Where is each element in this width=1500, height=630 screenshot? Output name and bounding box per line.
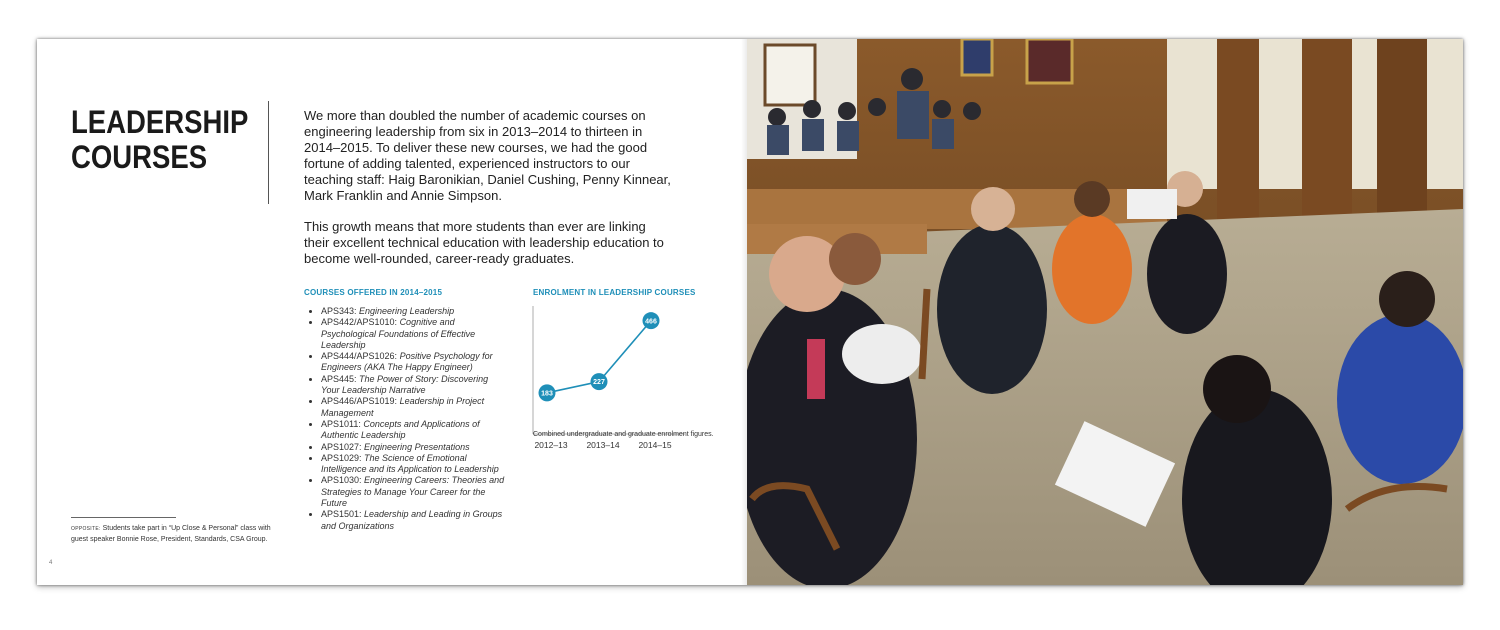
course-title: Engineering Leadership — [359, 306, 455, 316]
course-item — [321, 374, 507, 397]
classroom-photo — [747, 39, 1463, 585]
heading-line-1: LEADERSHIP — [71, 104, 249, 140]
course-code: APS442/APS1010: — [321, 317, 400, 328]
course-title: Positive Psychology for Engineers (AKA The Happy Engineer) — [321, 351, 493, 373]
enrolment-chart — [527, 306, 702, 448]
caption-lead: OPPOSITE: — [71, 526, 101, 532]
course-title: Cognitive and Psychological Foundations of Effective Leadership — [321, 317, 476, 350]
x-tick-label: 2014–15 — [638, 440, 672, 448]
course-item — [321, 351, 507, 374]
brochure-spread — [37, 39, 1463, 585]
course-item — [321, 453, 507, 476]
course-code: APS444/APS1026: — [321, 351, 400, 362]
course-title: Leadership and Leading in Groups and Organizations — [321, 509, 503, 531]
intro-paragraph-1: We more than doubled the number of academic courses on engineering leadership from six in 2013–2014 to thirteen in 2014–2015. To deliver these new courses, we had the good fortune of adding talented, experienced instructors to our teaching staff: Haig Baronikian, Daniel Cushing, Penny Kinnear, Mark Franklin and Annie Simpson. — [304, 108, 671, 203]
intro-text — [304, 108, 674, 282]
course-title: Engineering Presentations — [364, 441, 470, 452]
caption-text: Students take part in “Up Close & Personal” class with guest speaker Bonnie Rose, President, Standards, CSA Group. — [71, 525, 271, 543]
course-code: APS1011: — [321, 418, 364, 429]
course-item — [321, 475, 507, 509]
course-code: APS1030: — [321, 475, 365, 486]
heading-divider — [268, 101, 269, 204]
chart-title: ENROLMENT IN LEADERSHIP COURSES — [533, 288, 696, 297]
course-title: Concepts and Applications of Authentic Leadership — [321, 418, 480, 441]
course-item — [321, 442, 507, 453]
course-item — [321, 306, 507, 317]
course-item — [321, 317, 507, 351]
data-label: 183 — [541, 390, 553, 398]
x-tick-label: 2013–14 — [586, 440, 620, 448]
course-item — [321, 419, 507, 442]
intro-paragraph-2: This growth means that more students than ever are linking their excellent technical education with leadership education to become well-rounded, career-ready graduates. — [304, 219, 664, 266]
course-code: APS1029: — [321, 452, 365, 463]
heading-line-2: COURSES — [71, 139, 208, 175]
course-list — [305, 306, 507, 532]
data-label: 466 — [645, 318, 657, 326]
data-label: 227 — [593, 379, 605, 387]
course-title: The Science of Emotional Intelligence and its Application to Leadership — [321, 452, 499, 475]
course-code: APS446/APS1019: — [321, 396, 400, 407]
left-page — [37, 39, 748, 585]
photo-caption — [71, 524, 271, 545]
course-code: APS1501: — [321, 509, 365, 520]
course-title: Engineering Careers: Theories and Strategies to Manage Your Career for the Future — [321, 475, 505, 509]
course-code: APS343: — [321, 306, 360, 316]
chart-caption: Combined undergraduate and graduate enrolment figures. — [533, 431, 714, 438]
x-tick-label: 2012–13 — [534, 440, 568, 448]
page-number: 4 — [49, 560, 53, 566]
course-title: The Power of Story: Discovering Your Leadership Narrative — [321, 373, 489, 396]
course-item — [321, 509, 507, 532]
page-heading — [71, 105, 248, 175]
caption-rule — [71, 517, 176, 518]
course-code: APS1027: — [321, 441, 365, 452]
course-title: Leadership in Project Management — [321, 396, 485, 418]
course-item — [321, 396, 507, 419]
courses-title: COURSES OFFERED IN 2014–2015 — [304, 288, 443, 297]
course-code: APS445: — [321, 373, 360, 384]
photo-illustration — [747, 39, 1463, 585]
